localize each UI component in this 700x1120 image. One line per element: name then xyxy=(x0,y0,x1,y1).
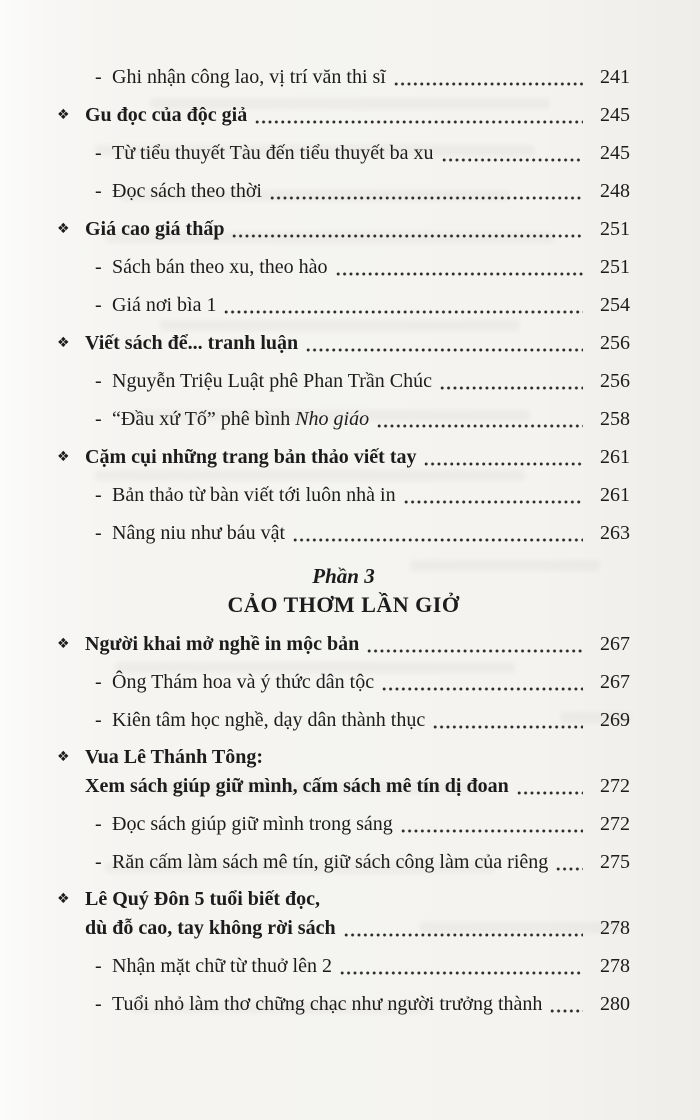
page-number: 275 xyxy=(600,851,630,873)
dot-leader xyxy=(555,847,583,877)
dot-leader xyxy=(381,667,583,697)
dash-marker: - xyxy=(95,408,102,430)
entry-label: Sách bán theo xu, theo hào xyxy=(112,256,328,278)
dot-leader xyxy=(516,771,583,801)
dot-leader xyxy=(343,913,583,943)
dash-marker: - xyxy=(95,709,102,731)
dot-leader xyxy=(376,404,583,434)
section-heading-line2 xyxy=(57,772,630,801)
entry-label: Cặm cụi những trang bản thảo viết tay xyxy=(85,446,417,468)
section-bullet-icon: ❖ xyxy=(57,107,70,123)
section-heading-line2 xyxy=(57,914,630,943)
page-number: 263 xyxy=(600,522,630,544)
section-bullet-icon: ❖ xyxy=(57,891,70,907)
page-number: 267 xyxy=(600,671,630,693)
entry-label: Viết sách để... tranh luận xyxy=(85,332,299,354)
section-bullet-icon: ❖ xyxy=(57,636,70,652)
dot-leader xyxy=(432,705,583,735)
toc-section-entry xyxy=(57,442,630,472)
entry-label: Giá cao giá thấp xyxy=(85,218,225,240)
part-number-label: Phần 3 xyxy=(312,564,375,588)
entry-label: Đọc sách giúp giữ mình trong sáng xyxy=(112,813,393,835)
page-number: 267 xyxy=(600,633,630,655)
toc-sub-entry xyxy=(57,480,630,510)
page-number: 241 xyxy=(600,66,630,88)
toc-sub-entry xyxy=(57,951,630,981)
toc-section-entry xyxy=(57,214,630,244)
toc-section-entry xyxy=(57,629,630,659)
dash-marker: - xyxy=(95,484,102,506)
page-number: 280 xyxy=(600,993,630,1015)
page-number: 256 xyxy=(600,332,630,354)
entry-label: Nâng niu như báu vật xyxy=(112,522,286,544)
dash-marker: - xyxy=(95,993,102,1015)
dot-leader xyxy=(305,328,583,358)
entry-label: “Đầu xứ Tố” phê bình xyxy=(112,408,291,430)
entry-label: Đọc sách theo thời xyxy=(112,180,262,202)
dash-marker: - xyxy=(95,851,102,873)
dash-marker: - xyxy=(95,180,102,202)
section-heading-line1 xyxy=(57,743,630,772)
page-number: 251 xyxy=(600,256,630,278)
dot-leader xyxy=(339,951,583,981)
page-number: 269 xyxy=(600,709,630,731)
dot-leader xyxy=(292,518,583,548)
toc-sub-entry xyxy=(57,404,630,434)
dash-marker: - xyxy=(95,142,102,164)
toc-section-entry xyxy=(57,328,630,358)
section-heading-line1 xyxy=(57,885,630,914)
dot-leader xyxy=(335,252,584,282)
entry-label: Vua Lê Thánh Tông: xyxy=(85,746,264,768)
entry-label: Bản thảo từ bàn viết tới luôn nhà in xyxy=(112,484,396,506)
part-title-label: CẢO THƠM LẦN GIỞ xyxy=(227,592,460,617)
toc-sub-entry xyxy=(57,667,630,697)
dot-leader xyxy=(366,629,583,659)
entry-label: Tuổi nhỏ làm thơ chững chạc như người trưởng thành xyxy=(112,993,543,1015)
dash-marker: - xyxy=(95,522,102,544)
dash-marker: - xyxy=(95,256,102,278)
entry-label: Xem sách giúp giữ mình, cấm sách mê tín dị đoan xyxy=(85,775,509,797)
section-bullet-icon: ❖ xyxy=(57,449,70,465)
dash-marker: - xyxy=(95,66,102,88)
toc-section-entry xyxy=(57,743,630,801)
dot-leader xyxy=(549,989,583,1019)
section-bullet-icon: ❖ xyxy=(57,335,70,351)
dot-leader xyxy=(393,62,583,92)
page-number: 248 xyxy=(600,180,630,202)
toc-sub-entry xyxy=(57,518,630,548)
entry-label: Lê Quý Đôn 5 tuổi biết đọc, xyxy=(85,888,321,910)
entry-label: dù đỗ cao, tay không rời sách xyxy=(85,917,336,939)
dot-leader xyxy=(223,290,583,320)
entry-label: Ghi nhận công lao, vị trí văn thi sĩ xyxy=(112,66,386,88)
entry-label: Từ tiểu thuyết Tàu đến tiểu thuyết ba xu xyxy=(112,142,434,164)
page-number: 261 xyxy=(600,484,630,506)
part-heading xyxy=(57,563,630,619)
toc-sub-entry xyxy=(57,176,630,206)
page-number: 278 xyxy=(600,955,630,977)
toc-sub-entry xyxy=(57,705,630,735)
page-number: 245 xyxy=(600,142,630,164)
entry-label-italic: Nho giáo xyxy=(295,408,370,430)
page-number: 278 xyxy=(600,917,630,939)
page-number: 251 xyxy=(600,218,630,240)
page-number: 245 xyxy=(600,104,630,126)
toc-sub-entry xyxy=(57,62,630,92)
page-number: 254 xyxy=(600,294,630,316)
toc-sub-entry xyxy=(57,809,630,839)
dot-leader xyxy=(439,366,583,396)
entry-label: Giá nơi bìa 1 xyxy=(112,294,217,316)
entry-label: Kiên tâm học nghề, dạy dân thành thục xyxy=(112,709,426,731)
dash-marker: - xyxy=(95,955,102,977)
section-bullet-icon: ❖ xyxy=(57,221,70,237)
entry-label: Gu đọc của độc giả xyxy=(85,104,248,126)
toc-sub-entry xyxy=(57,366,630,396)
toc-list xyxy=(0,62,700,1027)
page-number: 272 xyxy=(600,775,630,797)
dash-marker: - xyxy=(95,671,102,693)
dot-leader xyxy=(423,442,583,472)
dash-marker: - xyxy=(95,294,102,316)
dot-leader xyxy=(441,138,583,168)
entry-label: Người khai mở nghề in mộc bản xyxy=(85,633,360,655)
toc-sub-entry xyxy=(57,989,630,1019)
page-number: 256 xyxy=(600,370,630,392)
entry-label: Nhận mặt chữ từ thuở lên 2 xyxy=(112,955,332,977)
entry-label: Răn cấm làm sách mê tín, giữ sách công làm của riêng xyxy=(112,851,549,873)
dot-leader xyxy=(400,809,583,839)
dot-leader xyxy=(231,214,583,244)
entry-label: Ông Thám hoa và ý thức dân tộc xyxy=(112,671,375,693)
toc-sub-entry xyxy=(57,252,630,282)
page-number: 258 xyxy=(600,408,630,430)
entry-label: Nguyễn Triệu Luật phê Phan Trần Chúc xyxy=(112,370,432,392)
toc-section-entry xyxy=(57,885,630,943)
toc-sub-entry xyxy=(57,847,630,877)
dot-leader xyxy=(254,100,583,130)
page-number: 261 xyxy=(600,446,630,468)
dot-leader xyxy=(269,176,583,206)
page-number: 272 xyxy=(600,813,630,835)
toc-sub-entry xyxy=(57,138,630,168)
toc-section-entry xyxy=(57,100,630,130)
dot-leader xyxy=(403,480,583,510)
toc-sub-entry xyxy=(57,290,630,320)
dash-marker: - xyxy=(95,370,102,392)
dash-marker: - xyxy=(95,813,102,835)
section-bullet-icon: ❖ xyxy=(57,749,70,765)
